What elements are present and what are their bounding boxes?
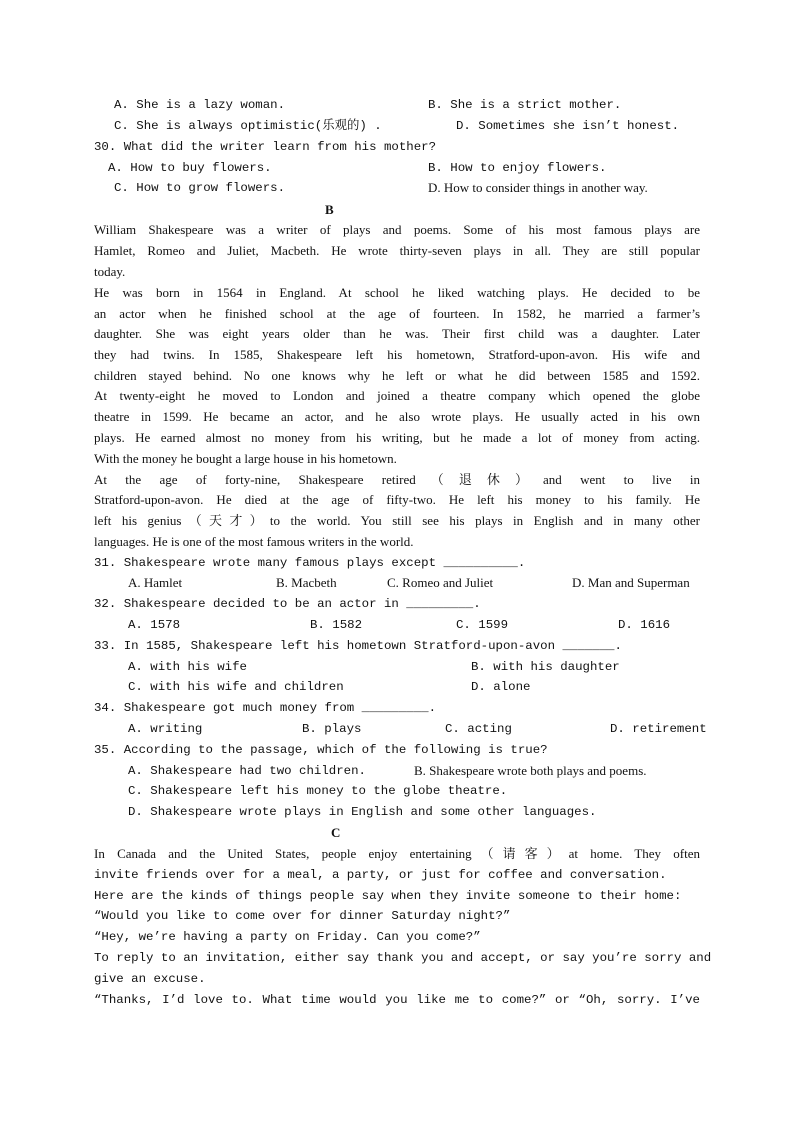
passage-c-line: “Hey, we’re having a party on Friday. Can you come?” — [94, 930, 481, 944]
passage-b-line: daughter. She was eight years older than he was. Their first child was a daughter. Later — [94, 326, 700, 341]
passage-b-line: At twenty-eight he moved to London and joined a theatre company which opened the globe — [94, 388, 700, 403]
q32-option-a: A. 1578 — [128, 618, 181, 632]
q34-stem: 34. Shakespeare got much money from _________. — [94, 701, 437, 715]
passage-b-line: With the money he bought a large house in his hometown. — [94, 451, 397, 466]
passage-b-line: children stayed behind. No one knows why he left or what he did between 1585 and 1592. — [94, 368, 700, 383]
q35-option-a: A. Shakespeare had two children. — [128, 764, 366, 778]
q33-option-d: D. alone — [471, 680, 531, 694]
q35-option-d: D. Shakespeare wrote plays in English and some other languages. — [128, 805, 597, 819]
q33-option-b: B. with his daughter — [471, 660, 620, 674]
q34-option-c: C. acting — [445, 722, 512, 736]
q32-option-d: D. 1616 — [618, 618, 671, 632]
passage-c-line: “Would you like to come over for dinner Saturday night?” — [94, 909, 511, 923]
passage-b-line: languages. He is one of the most famous writers in the world. — [94, 534, 414, 549]
q30-option-c: C. How to grow flowers. — [114, 181, 286, 195]
q29-option-b: B. She is a strict mother. — [428, 98, 622, 112]
passage-b-line: He was born in 1564 in England. At school he liked watching plays. He decided to be — [94, 285, 700, 300]
q30-option-a: A. How to buy flowers. — [108, 161, 272, 175]
passage-b-line: Hamlet, Romeo and Juliet, Macbeth. He wrote thirty-seven plays in all. They are still popular — [94, 243, 700, 258]
passage-b-line: At the age of forty-nine, Shakespeare retired（退休）and went to live in — [94, 472, 700, 487]
passage-c-line: invite friends over for a meal, a party, or just for coffee and conversation. — [94, 868, 667, 882]
q30-option-d: D. How to consider things in another way. — [428, 180, 648, 195]
passage-b-line: William Shakespeare was a writer of plays and poems. Some of his most famous plays are — [94, 222, 700, 237]
q30-stem: 30. What did the writer learn from his mother? — [94, 140, 437, 154]
q31-option-b: B. Macbeth — [276, 575, 337, 590]
q33-option-a: A. with his wife — [128, 660, 247, 674]
q29-option-c: C. She is always optimistic(乐观的) . — [114, 119, 382, 133]
passage-b-line: plays. He earned almost no money from his writing, but he made a lot of money from acting. — [94, 430, 700, 445]
q33-option-c: C. with his wife and children — [128, 680, 344, 694]
passage-b-line: an actor when he finished school at the age of fourteen. In 1582, he married a farmer’s — [94, 306, 700, 321]
passage-c-line: To reply to an invitation, either say thank you and accept, or say you’re sorry and — [94, 951, 712, 965]
q32-option-c: C. 1599 — [456, 618, 509, 632]
q35-option-b: B. Shakespeare wrote both plays and poems. — [414, 763, 647, 778]
q32-stem: 32. Shakespeare decided to be an actor in _________. — [94, 597, 481, 611]
q32-option-b: B. 1582 — [310, 618, 363, 632]
section-c-title: C — [331, 825, 341, 840]
q33-stem: 33. In 1585, Shakespeare left his hometown Stratford-upon-avon _______. — [94, 639, 622, 653]
passage-c-line: “Thanks, I’d love to. What time would you like me to come?” or “Oh, sorry. I’ve — [94, 993, 700, 1007]
passage-c-line: give an excuse. — [94, 972, 206, 986]
q29-option-a: A. She is a lazy woman. — [114, 98, 286, 112]
passage-c-line: Here are the kinds of things people say when they invite someone to their home: — [94, 889, 682, 903]
q30-option-b: B. How to enjoy flowers. — [428, 161, 607, 175]
q34-option-d: D. retirement — [610, 722, 707, 736]
q31-option-c: C. Romeo and Juliet — [387, 575, 494, 590]
passage-b-line: left his genius（天才）to the world. You still see his plays in English and in many other — [94, 513, 700, 528]
q34-option-b: B. plays — [302, 722, 362, 736]
section-b-title: B — [325, 202, 334, 217]
q35-option-c: C. Shakespeare left his money to the globe theatre. — [128, 784, 508, 798]
passage-b-line: they had twins. In 1585, Shakespeare left his hometown, Stratford-upon-avon. His wife and — [94, 347, 700, 362]
passage-c-line: In Canada and the United States, people enjoy entertaining（请客）at home. They often — [94, 846, 700, 861]
q34-option-a: A. writing — [128, 722, 203, 736]
q35-stem: 35. According to the passage, which of the following is true? — [94, 743, 548, 757]
q31-option-d: D. Man and Superman — [572, 575, 690, 590]
q31-stem: 31. Shakespeare wrote many famous plays except __________. — [94, 556, 526, 570]
passage-b-line: Stratford-upon-avon. He died at the age of fifty-two. He left his money to his family. He — [94, 492, 700, 507]
q29-option-d: D. Sometimes she isn’t honest. — [456, 119, 680, 133]
q31-option-a: A. Hamlet — [128, 575, 183, 590]
passage-b-line: theatre in 1599. He became an actor, and he also wrote plays. He usually acted in his own — [94, 409, 700, 424]
passage-b-line: today. — [94, 264, 126, 279]
